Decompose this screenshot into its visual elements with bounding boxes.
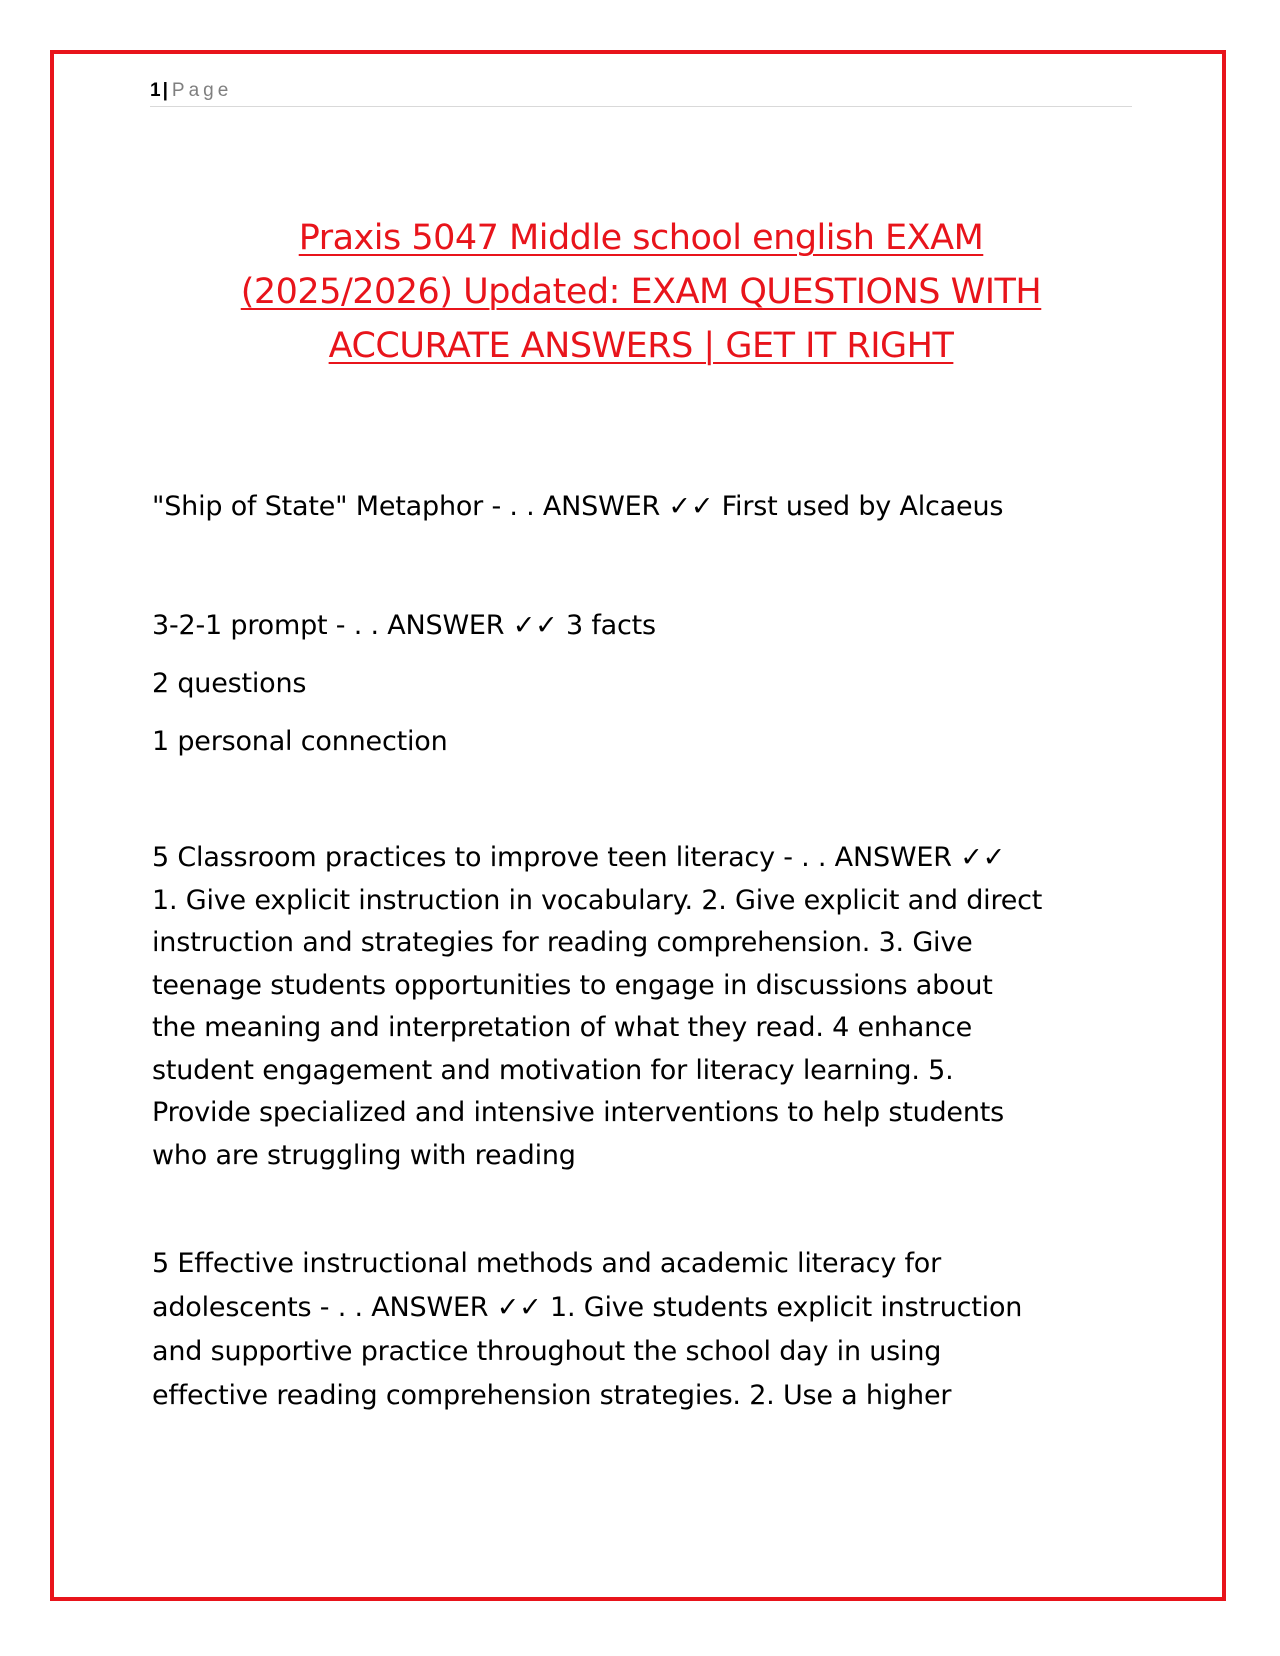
title-line-3: ACCURATE ANSWERS | GET IT RIGHT	[328, 326, 954, 366]
qa-line: student engagement and motivation for literacy learning. 5.	[152, 1054, 954, 1086]
page-number: 1	[150, 80, 161, 101]
qa-line: the meaning and interpretation of what they read. 4 enhance	[152, 1012, 973, 1043]
qa-line: 2 questions	[152, 668, 307, 699]
qa-line: adolescents - . . ANSWER ✓✓ 1. Give students explicit instruction	[152, 1292, 1023, 1323]
qa-extra-line	[152, 720, 1142, 763]
qa-item-classroom-practices	[152, 837, 1142, 1177]
qa-line: 1 personal connection	[152, 726, 448, 757]
header-separator: |	[162, 80, 168, 101]
qa-line: 1. Give explicit instruction in vocabulary. 2. Give explicit and direct	[152, 884, 1043, 916]
qa-extra-line	[152, 662, 1142, 705]
qa-line: 3-2-1 prompt - . . ANSWER ✓✓ 3 facts	[152, 610, 656, 641]
qa-line: "Ship of State" Metaphor - . . ANSWER ✓✓ First used by Alcaeus	[152, 491, 1004, 522]
qa-item-3-2-1-prompt	[152, 604, 1142, 647]
title-line-1: Praxis 5047 Middle school english EXAM	[298, 218, 984, 258]
page-header	[150, 78, 1132, 107]
qa-line: who are struggling with reading	[152, 1139, 576, 1171]
qa-line: 5 Classroom practices to improve teen literacy - . . ANSWER ✓✓	[152, 842, 1006, 873]
document-title	[150, 211, 1132, 373]
qa-line: Provide specialized and intensive interventions to help students	[152, 1097, 1005, 1128]
qa-line: 5 Effective instructional methods and academic literacy for	[152, 1248, 942, 1279]
qa-item-instructional-methods	[152, 1242, 1142, 1418]
title-line-2: (2025/2026) Updated: EXAM QUESTIONS WITH	[240, 272, 1042, 312]
page-label: Page	[171, 80, 233, 101]
qa-line: teenage students opportunities to engage in discussions about	[152, 969, 993, 1001]
qa-line: effective reading comprehension strategies. 2. Use a higher	[152, 1380, 952, 1411]
qa-line: instruction and strategies for reading comprehension. 3. Give	[152, 927, 973, 958]
qa-line: and supportive practice throughout the school day in using	[152, 1336, 942, 1367]
qa-item-ship-of-state	[152, 485, 1142, 528]
